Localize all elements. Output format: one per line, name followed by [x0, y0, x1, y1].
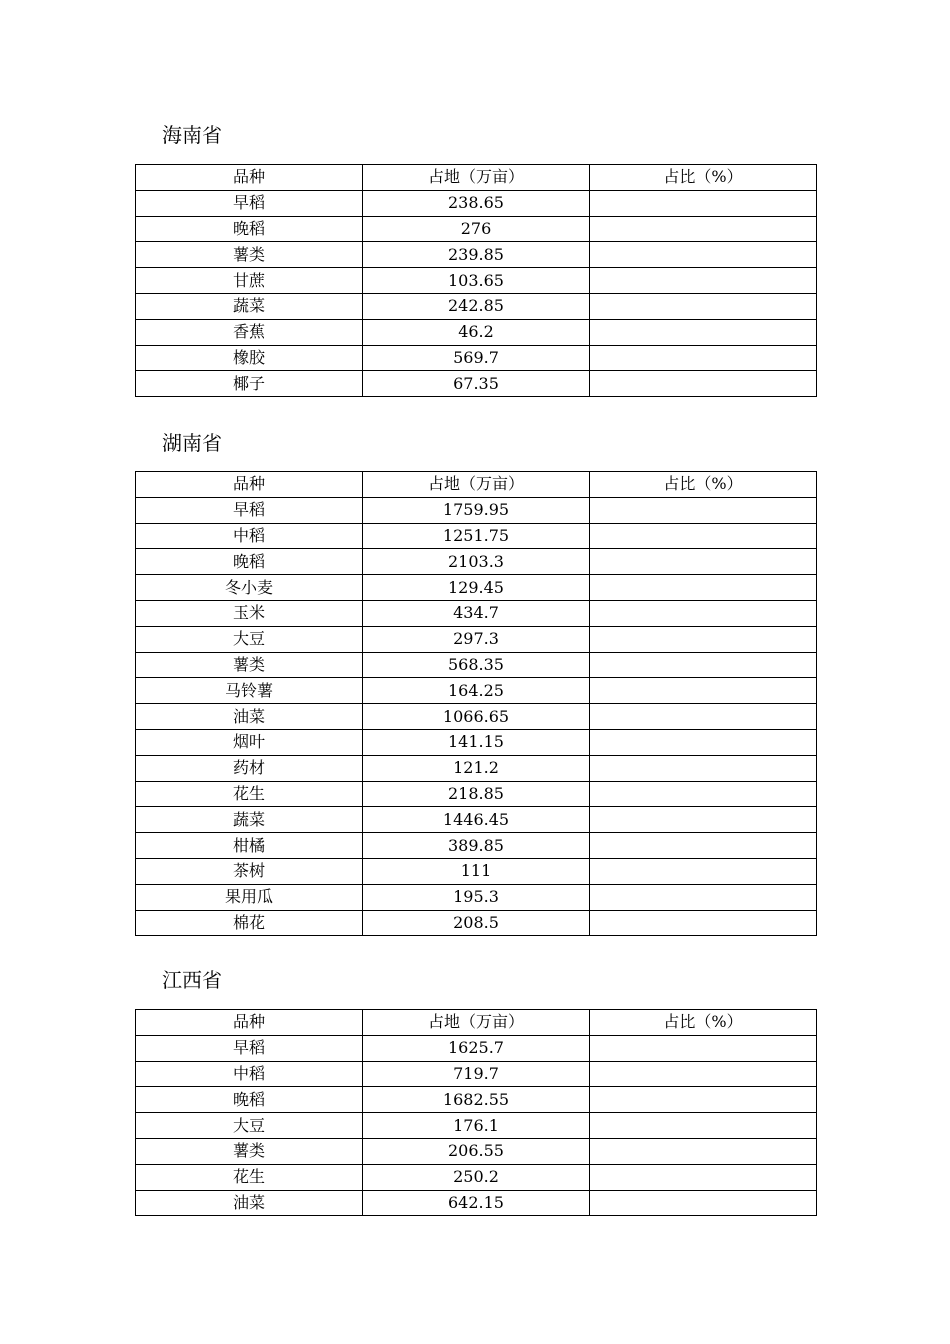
table-row [136, 781, 817, 807]
cell-area: 297.3 [363, 626, 590, 652]
table-row [136, 523, 817, 549]
cell-share [590, 268, 817, 294]
cell-variety: 椰子 [136, 371, 363, 397]
cell-variety: 香蕉 [136, 319, 363, 345]
cell-area: 121.2 [363, 755, 590, 781]
header-area: 占地（万亩） [363, 1010, 590, 1036]
cell-area: 276 [363, 216, 590, 242]
table-row [136, 190, 817, 216]
table-row [136, 1164, 817, 1190]
table-row [136, 833, 817, 859]
cell-area: 238.65 [363, 190, 590, 216]
cell-area: 1759.95 [363, 497, 590, 523]
cell-share [590, 781, 817, 807]
cell-variety: 早稻 [136, 190, 363, 216]
table-row [136, 858, 817, 884]
cell-variety: 蔬菜 [136, 293, 363, 319]
table-body [136, 472, 817, 936]
table-row [136, 268, 817, 294]
cell-share [590, 1190, 817, 1216]
cell-area: 103.65 [363, 268, 590, 294]
cell-variety: 果用瓜 [136, 884, 363, 910]
cell-area: 208.5 [363, 910, 590, 936]
cell-variety: 薯类 [136, 1138, 363, 1164]
cell-share [590, 1164, 817, 1190]
cell-share [590, 575, 817, 601]
cell-variety: 大豆 [136, 1113, 363, 1139]
cell-area: 141.15 [363, 729, 590, 755]
cell-variety: 橡胶 [136, 345, 363, 371]
cell-variety: 晚稻 [136, 216, 363, 242]
cell-area: 218.85 [363, 781, 590, 807]
cell-share [590, 497, 817, 523]
table-row [136, 678, 817, 704]
table-row [136, 910, 817, 936]
cell-share [590, 910, 817, 936]
header-row [136, 165, 817, 191]
header-share: 占比（%） [590, 165, 817, 191]
cell-share [590, 704, 817, 730]
cell-area: 719.7 [363, 1061, 590, 1087]
header-row [136, 472, 817, 498]
table-row [136, 345, 817, 371]
cell-variety: 薯类 [136, 242, 363, 268]
cell-share [590, 729, 817, 755]
cell-area: 1251.75 [363, 523, 590, 549]
header-row [136, 1010, 817, 1036]
cell-variety: 大豆 [136, 626, 363, 652]
table-row [136, 242, 817, 268]
cell-area: 1625.7 [363, 1035, 590, 1061]
cell-area: 129.45 [363, 575, 590, 601]
cell-area: 242.85 [363, 293, 590, 319]
cell-share [590, 319, 817, 345]
cell-area: 1066.65 [363, 704, 590, 730]
cell-share [590, 523, 817, 549]
cell-variety: 油菜 [136, 1190, 363, 1216]
table-row [136, 729, 817, 755]
table-body [136, 1010, 817, 1216]
cell-variety: 玉米 [136, 600, 363, 626]
section-title-hunan: 湖南省 [162, 431, 222, 455]
cell-share [590, 242, 817, 268]
table-row [136, 1035, 817, 1061]
header-share: 占比（%） [590, 472, 817, 498]
cell-area: 46.2 [363, 319, 590, 345]
cell-variety: 薯类 [136, 652, 363, 678]
cell-share [590, 678, 817, 704]
section-title-hainan: 海南省 [162, 123, 222, 147]
table-row [136, 1138, 817, 1164]
cell-area: 111 [363, 858, 590, 884]
table-row [136, 1113, 817, 1139]
table-row [136, 497, 817, 523]
cell-share [590, 293, 817, 319]
cell-variety: 烟叶 [136, 729, 363, 755]
cell-variety: 花生 [136, 1164, 363, 1190]
cell-area: 67.35 [363, 371, 590, 397]
cell-area: 569.7 [363, 345, 590, 371]
table-row [136, 884, 817, 910]
cell-variety: 中稻 [136, 1061, 363, 1087]
header-variety: 品种 [136, 165, 363, 191]
header-area: 占地（万亩） [363, 165, 590, 191]
section-title-jiangxi: 江西省 [162, 968, 222, 992]
table-row [136, 807, 817, 833]
cell-area: 250.2 [363, 1164, 590, 1190]
header-area: 占地（万亩） [363, 472, 590, 498]
cell-area: 164.25 [363, 678, 590, 704]
cell-variety: 药材 [136, 755, 363, 781]
table-row [136, 549, 817, 575]
cell-area: 434.7 [363, 600, 590, 626]
table-row [136, 575, 817, 601]
cell-area: 239.85 [363, 242, 590, 268]
cell-share [590, 600, 817, 626]
table-row [136, 293, 817, 319]
cell-variety: 蔬菜 [136, 807, 363, 833]
cell-area: 2103.3 [363, 549, 590, 575]
cell-variety: 油菜 [136, 704, 363, 730]
table-hunan [135, 471, 817, 936]
cell-share [590, 371, 817, 397]
cell-share [590, 1087, 817, 1113]
cell-variety: 早稻 [136, 1035, 363, 1061]
cell-area: 176.1 [363, 1113, 590, 1139]
cell-share [590, 833, 817, 859]
table-row [136, 652, 817, 678]
cell-variety: 晚稻 [136, 1087, 363, 1113]
cell-variety: 甘蔗 [136, 268, 363, 294]
cell-share [590, 1113, 817, 1139]
table-row [136, 704, 817, 730]
cell-area: 195.3 [363, 884, 590, 910]
cell-area: 389.85 [363, 833, 590, 859]
cell-variety: 花生 [136, 781, 363, 807]
cell-share [590, 1061, 817, 1087]
cell-variety: 晚稻 [136, 549, 363, 575]
cell-variety: 冬小麦 [136, 575, 363, 601]
cell-variety: 早稻 [136, 497, 363, 523]
header-variety: 品种 [136, 1010, 363, 1036]
table-row [136, 1087, 817, 1113]
cell-share [590, 626, 817, 652]
cell-area: 642.15 [363, 1190, 590, 1216]
table-jiangxi [135, 1009, 817, 1216]
table-row [136, 371, 817, 397]
table-row [136, 1190, 817, 1216]
header-share: 占比（%） [590, 1010, 817, 1036]
cell-share [590, 858, 817, 884]
cell-area: 206.55 [363, 1138, 590, 1164]
table-body [136, 165, 817, 397]
cell-share [590, 216, 817, 242]
cell-share [590, 1138, 817, 1164]
cell-area: 568.35 [363, 652, 590, 678]
cell-share [590, 755, 817, 781]
cell-variety: 马铃薯 [136, 678, 363, 704]
cell-share [590, 1035, 817, 1061]
table-row [136, 319, 817, 345]
cell-share [590, 549, 817, 575]
header-variety: 品种 [136, 472, 363, 498]
cell-variety: 茶树 [136, 858, 363, 884]
cell-share [590, 884, 817, 910]
table-row [136, 600, 817, 626]
cell-share [590, 345, 817, 371]
table-row [136, 216, 817, 242]
table-hainan [135, 164, 817, 397]
cell-share [590, 807, 817, 833]
table-row [136, 755, 817, 781]
table-row [136, 1061, 817, 1087]
cell-variety: 棉花 [136, 910, 363, 936]
cell-area: 1446.45 [363, 807, 590, 833]
cell-area: 1682.55 [363, 1087, 590, 1113]
cell-variety: 柑橘 [136, 833, 363, 859]
cell-share [590, 652, 817, 678]
cell-variety: 中稻 [136, 523, 363, 549]
cell-share [590, 190, 817, 216]
table-row [136, 626, 817, 652]
